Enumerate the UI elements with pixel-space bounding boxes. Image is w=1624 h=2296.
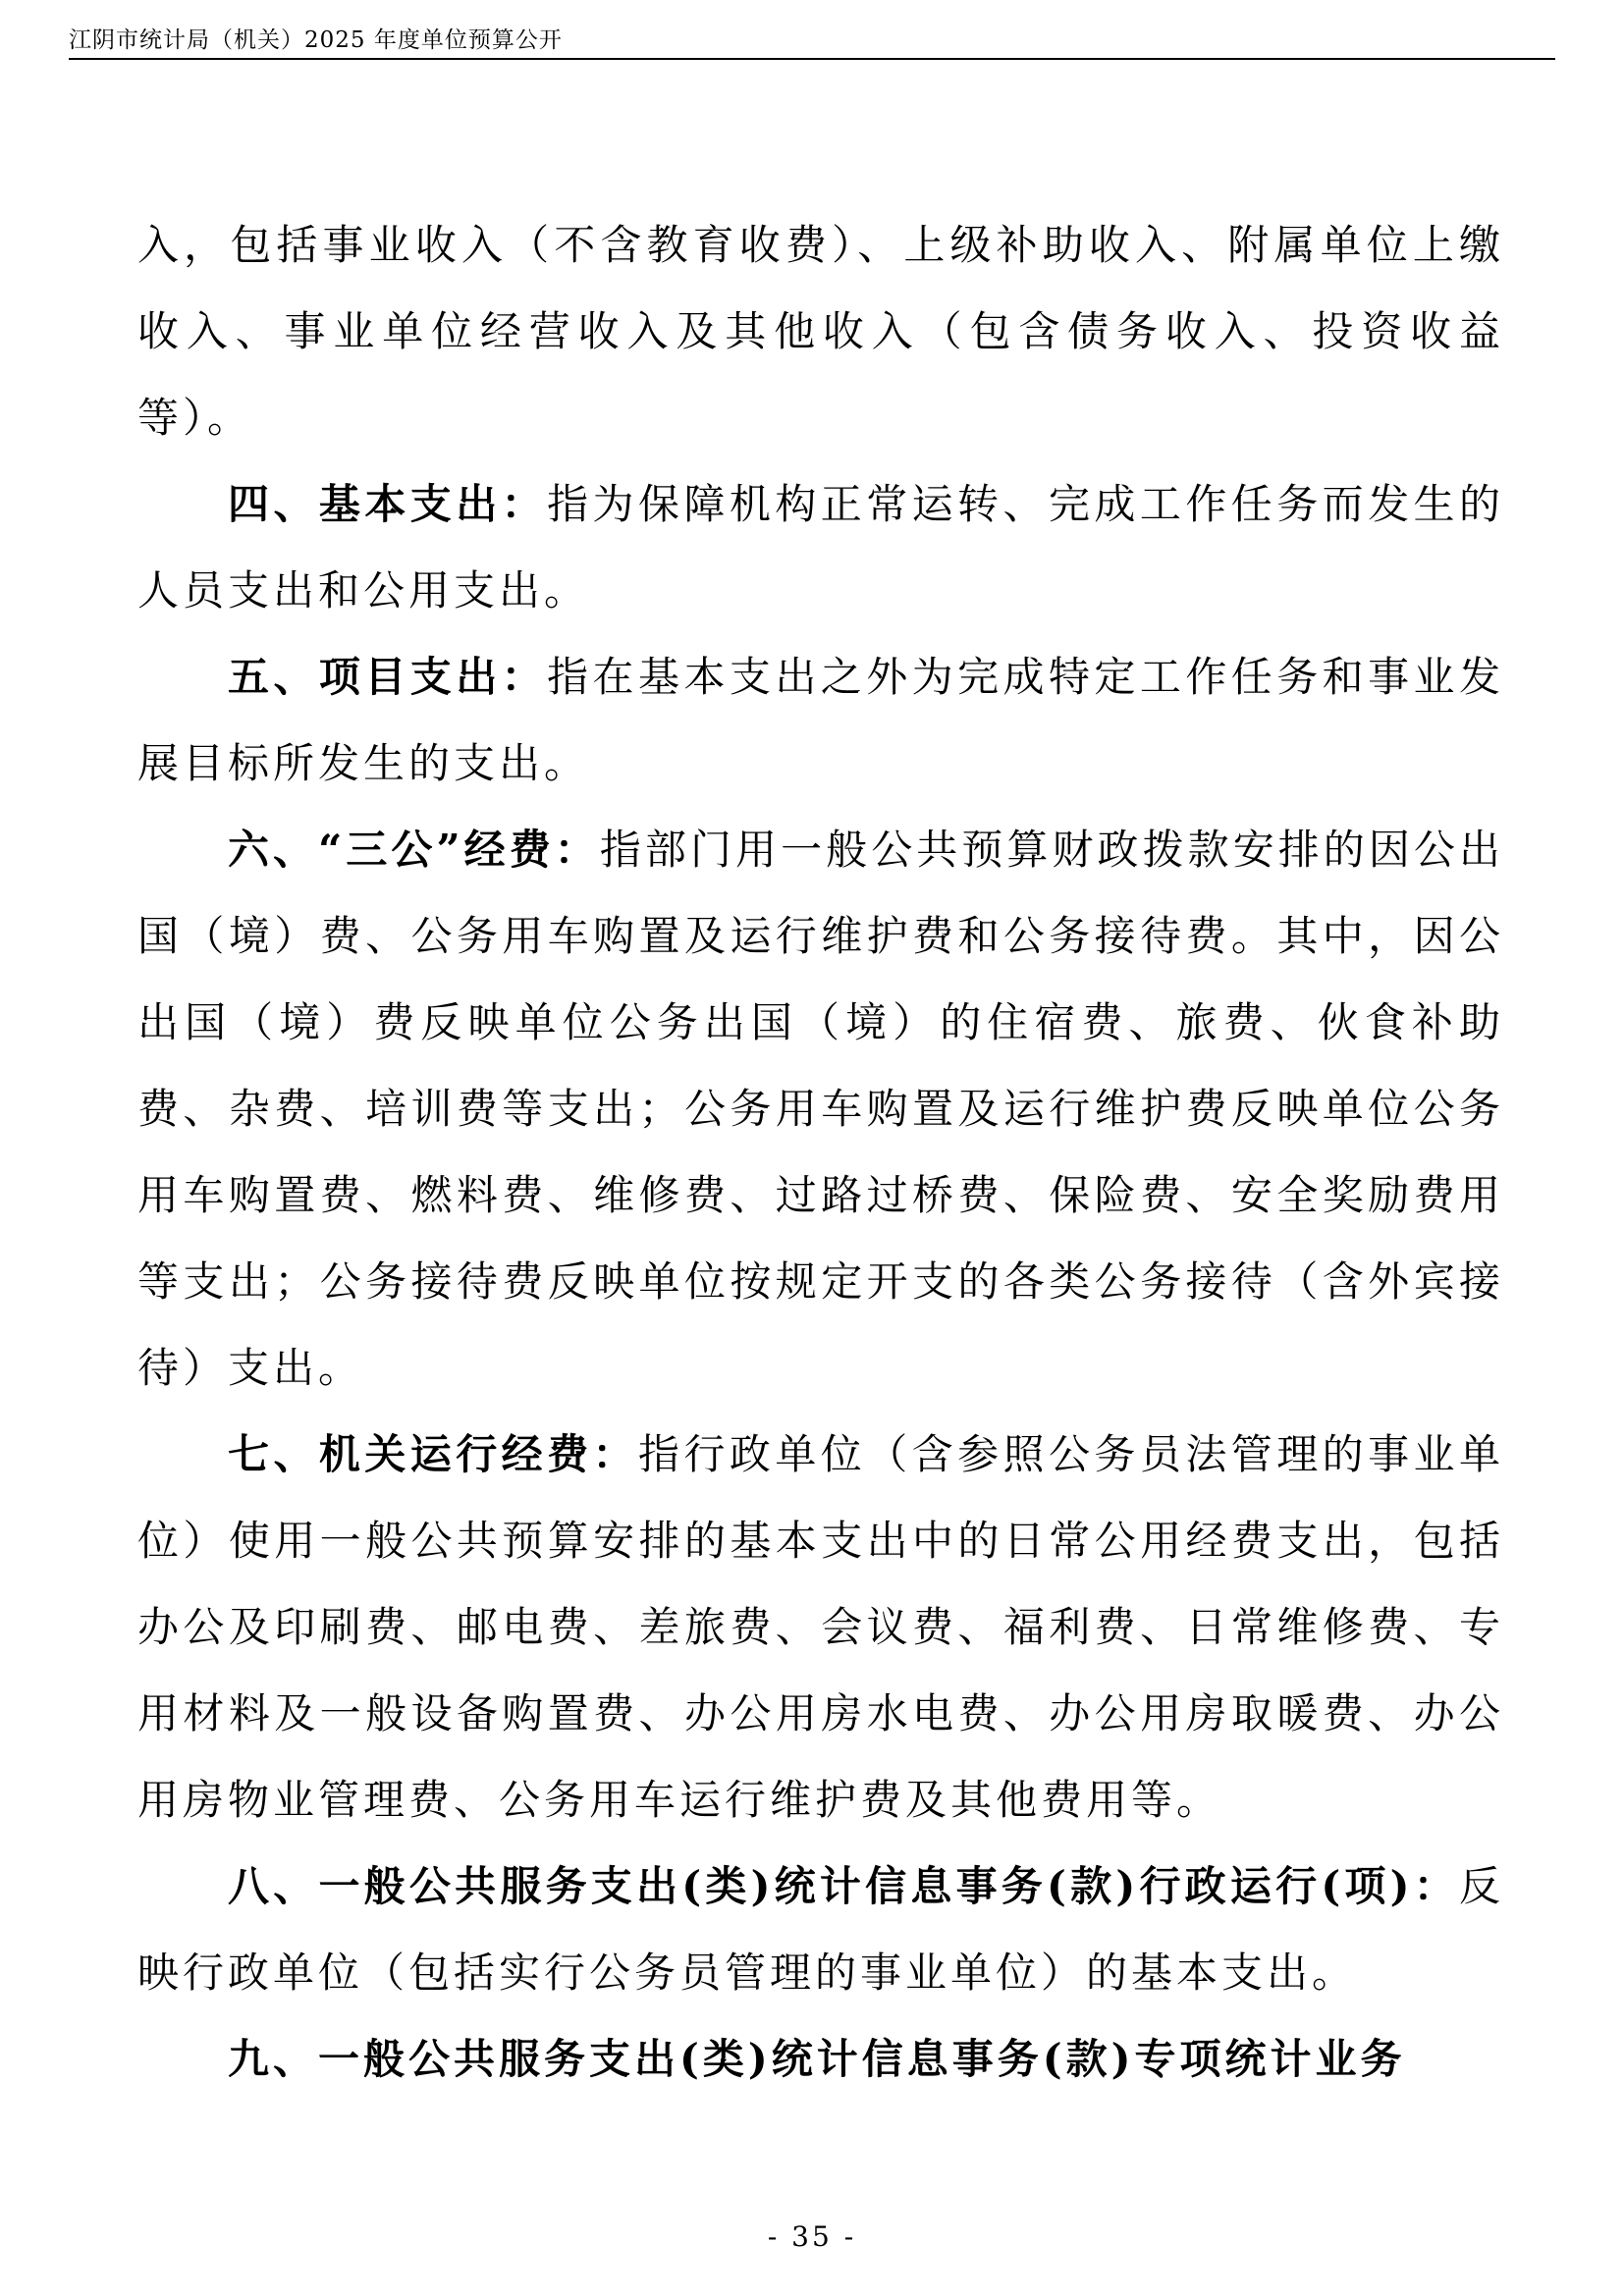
paragraph (137, 807, 1504, 1412)
paragraph-text: 指部门用一般公共预算财政拨款安排的因公出国（境）费、公务用车购置及运行维护费和公务接待费。其中，因公出国（境）费反映单位公务出国（境）的住宿费、旅费、伙食补助费、杂费、培训费等支出；公务用车购置及运行维护费反映单位公务用车购置费、燃料费、维修费、过路过桥费、保险费、安全奖励费用等支出；公务接待费反映单位按规定开支的各类公务接待（含外宾接待）支出。 (137, 826, 1504, 1392)
paragraph (137, 2016, 1504, 2103)
paragraph-text: 入，包括事业收入（不含教育收费）、上级补助收入、附属单位上缴收入、事业单位经营收入及其他收入（包含债务收入、投资收益等）。 (137, 221, 1504, 442)
paragraph-text: 反映行政单位（包括实行公务员管理的事业单位）的基本支出。 (137, 1862, 1504, 1997)
paragraph-text: 指在基本支出之外为完成特定工作任务和事业发展目标所发生的支出。 (137, 653, 1504, 787)
paragraph (137, 461, 1504, 634)
header-rule (69, 58, 1555, 60)
paragraph-lead: 八、一般公共服务支出(类)统计信息事务(款)行政运行(项)： (228, 1862, 1459, 1910)
paragraph (137, 202, 1504, 461)
page-header-title: 江阴市统计局（机关）2025 年度单位预算公开 (69, 27, 563, 53)
paragraph (137, 634, 1504, 807)
paragraph (137, 1412, 1504, 1843)
paragraph-lead: 五、项目支出： (228, 653, 548, 701)
paragraph-lead: 六、“三公”经费： (228, 826, 600, 874)
paragraph-text: 指行政单位（含参照公务员法管理的事业单位）使用一般公共预算安排的基本支出中的日常公用经费支出，包括办公及印刷费、邮电费、差旅费、会议费、福利费、日常维修费、专用材料及一般设备购置费、办公用房水电费、办公用房取暖费、办公用房物业管理费、公务用车运行维护费及其他费用等。 (137, 1430, 1504, 1824)
page-number: - 35 - (767, 2220, 857, 2253)
paragraph (137, 1843, 1504, 2016)
document-body (137, 202, 1504, 2103)
paragraph-lead: 九、一般公共服务支出(类)统计信息事务(款)专项统计业务 (228, 2035, 1406, 2083)
paragraph-lead: 四、基本支出： (228, 480, 548, 528)
paragraph-text: 指为保障机构正常运转、完成工作任务而发生的人员支出和公用支出。 (137, 480, 1504, 614)
paragraph-lead: 七、机关运行经费： (228, 1430, 638, 1478)
